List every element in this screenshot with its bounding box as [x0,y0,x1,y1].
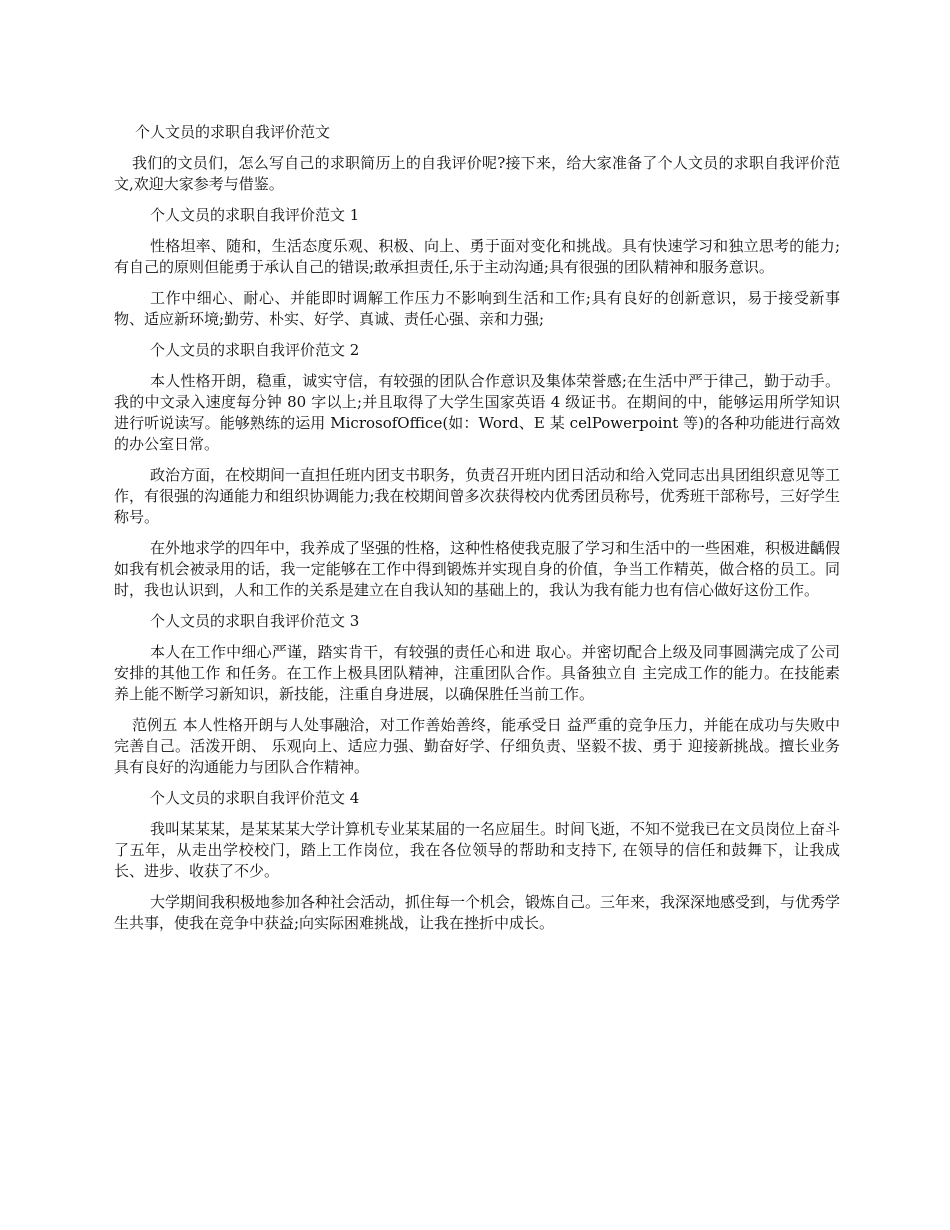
section-1-paragraph-2: 工作中细心、耐心、并能即时调解工作压力不影响到生活和工作;具有良好的创新意识，易于接受新事物、适应新环境;勤劳、朴实、好学、真诚、责任心强、亲和力强; [114,289,840,328]
section-4-paragraph-1: 我叫某某某，是某某某大学计算机专业某某届的一名应届生。时间飞逝，不知不觉我已在文员岗位上奋斗了五年，从走出学校校门，踏上工作岗位，我在各位领导的帮助和支持下, 在领导的信任和鼓舞下，让我成长、进步、收获了不少。 [114,820,841,880]
intro-paragraph: 我们的文员们，怎么写自己的求职简历上的自我评价呢?接下来，给大家准备了个人文员的求职自我评价范文,欢迎大家参考与借鉴。 [114,154,840,193]
section-2-paragraph-1: 本人性格开朗，稳重，诚实守信，有较强的团队合作意识及集体荣誉感;在生活中严于律己，勤于动手。我的中文录入速度每分钟 80 字以上;并且取得了大学生国家英语 4 级证书。在期间的中，能够运用所学知识进行听说读写。能够熟练的运用 MicrosofOffice(如：Word、E 某 celPowerpoint 等)的各种功能进行高效的办公室日常。 [114,372,840,453]
document-page [114,122,840,944]
section-2-paragraph-3: 在外地求学的四年中，我养成了坚强的性格，这种性格使我克服了学习和生活中的一些困难，积极进齲假如我有机会被录用的话，我一定能够在工作中得到锻炼并实现自身的价值，争当工作精英，做合格的员工。同时，我也认识到，人和工作的关系是建立在自我认知的基础上的，我认为我有能力也有信心做好这份工作。 [114,539,841,599]
section-2-paragraph-2: 政治方面，在校期间一直担任班内团支书职务，负责召开班内团日活动和给入党同志出具团组织意见等工作，有很强的沟通能力和组织协调能力;我在校期间曾多次获得校内优秀团员称号，优秀班干部称号，三好学生称号。 [114,466,841,526]
section-3-example-paragraph: 范例五 本人性格开朗与人处事融洽，对工作善始善终，能承受日 益严重的竞争压力，并能在成功与失败中完善自己。活泼开朗、 乐观向上、适应力强、勤奋好学、仔细负责、坚毅不拔、勇于 迎接新挑战。擅长业务具有良好的沟通能力与团队合作精神。 [114,716,840,776]
section-heading-3: 个人文员的求职自我评价范文 3 [150,612,360,630]
section-heading-4: 个人文员的求职自我评价范文 4 [150,789,360,807]
section-1-paragraph-1: 性格坦率、随和，生活态度乐观、积极、向上、勇于面对变化和挑战。具有快速学习和独立思考的能力;有自己的原则但能勇于承认自己的错误;敢承担责任,乐于主动沟通;具有很强的团队精神和服务意识。 [114,237,840,276]
section-heading-2: 个人文员的求职自我评价范文 2 [150,341,360,359]
section-3-paragraph-1: 本人在工作中细心严谨，踏实肯干，有较强的责任心和进 取心。并密切配合上级及同事圆满完成了公司安排的其他工作 和任务。在工作上极具团队精神，注重团队合作。具备独立自 主完成工作的能力。在技能素养上能不断学习新知识，新技能，注重自身进展，以确保胜任当前工作。 [114,643,840,703]
section-heading-1: 个人文员的求职自我评价范文 1 [150,206,360,224]
document-title: 个人文员的求职自我评价范文 [135,123,331,141]
section-4-paragraph-2: 大学期间我积极地参加各种社会活动，抓住每一个机会，锻炼自己。三年来，我深深地感受到，与优秀学生共事，使我在竞争中获益;向实际困难挑战，让我在挫折中成长。 [114,893,841,932]
